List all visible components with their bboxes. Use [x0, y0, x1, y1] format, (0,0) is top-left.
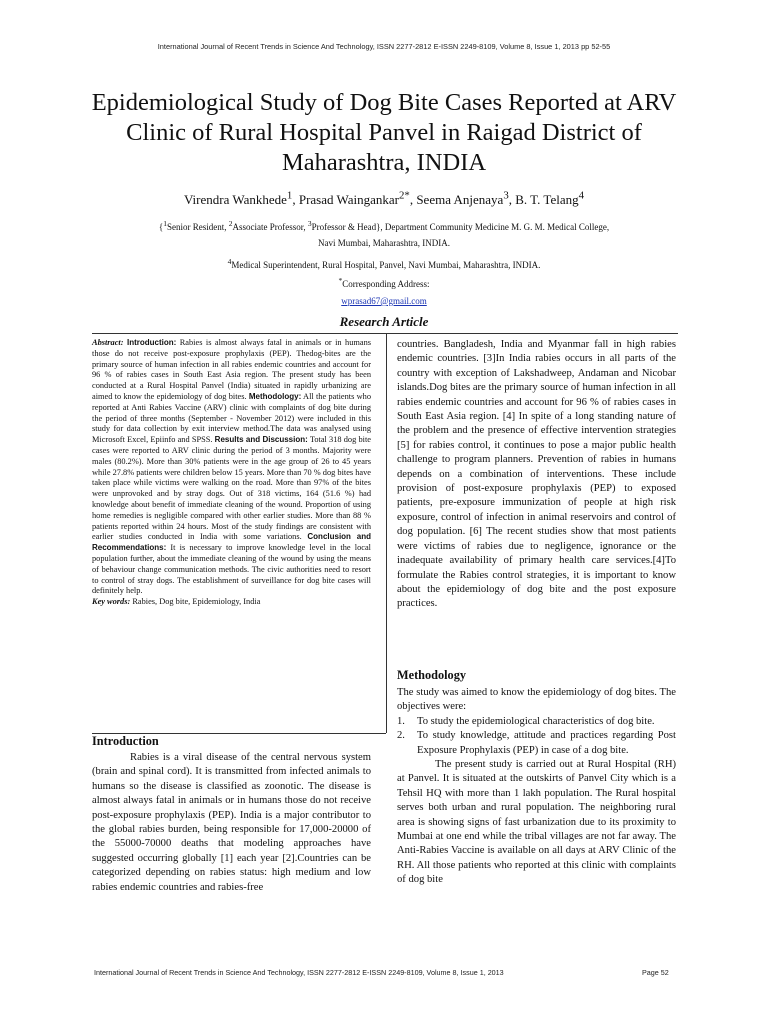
email-link[interactable]: wprasad67@gmail.com: [341, 296, 427, 306]
keywords-text: Rabies, Dog bite, Epidemiology, India: [130, 597, 261, 607]
abstract-results-head: Results and Discussion:: [214, 435, 308, 445]
objective-text: To study knowledge, attitude and practices regarding Post Exposure Prophylaxis (PEP) in case of a dog bite.: [417, 730, 676, 756]
affiliation-line-1: {$^1$Senior Resident, $^2$Associate Professor, $^3$Professor & Head}, Department Community Medicine M. G. M. Medical College,: [158, 219, 610, 232]
abstract-results-text: Total 318 dog bite cases were reported to ARV clinic during the period of 3 months. Majority were males (80.2%). More than 30% patients were in the age group of 26 to 45 years while 27.8% patients were children below 15 years. More than 70 % dog bites have taken place while victims were walking on the road. More than 97% of the bites were unprovoked and by stray dogs. Out of 318 victims, 164 (51.6 %) had knowledge about benefit of immediate cleaning of the wound. Proportion of using home remedies is negligible compared with other earlier studies. More than 88 % patients reported within 24 hours. Most of the study findings are consistent with earlier studies conducted in India with some variations.: [92, 435, 371, 542]
methodology-heading: Methodology: [397, 668, 466, 682]
abstract-conclusion-head: Conclusion and Recommendations:: [92, 532, 371, 553]
methodology-paragraph-1: The present study is carried out at Rural Hospital (RH) at Panvel. It is situated at the outskirts of Panvel City which is a Tehsil HQ with more than 1 lakh population. The Rural hospital serves both urban and rural population. The neighboring rural area is showing signs of fast urbanization due to its proximity to Mumbai at one end while the tribal villages are not far away. The Anti-Rabies Vaccine is available on all days at ARV Clinic of the RH. All those patients who reported at this clinic with complaints of dog bite: [397, 759, 676, 886]
introduction-paragraph-2: countries. Bangladesh, India and Myanmar fall in high rabies endemic countries. [3]In India rabies occurs in all parts of the country with exception of Lakshadweep, Andaman and Nicobar islands.Dog bites are the primary source of human infection in all rabies endemic countries and account for 96 % of rabies cases in South East Asia region. [4] In spite of a long standing nature of the problem and the presence of effective intervention strategies [5] for rabies control, it continues to pose a major public health challenge to program planners. Prevention of rabies in humans depends on a combination of interventions. These include provision of post-exposure prophylaxis (PEP) to exposed patients, pre-exposure immunization of people at high risk exposure, control of infection in animal reservoirs and control of dog population. [6] The recent studies show that most patients were victims of rabies due to negligence, ignorance or the inadequate availability of primary health care services.[4]To formulate the Rabies control strategies, it is important to know about the epidemiology of dog bite and the post exposure practices.: [397, 339, 676, 610]
keywords: [92, 597, 371, 608]
footer-citation: International Journal of Recent Trends in Science And Technology, ISSN 2277-2812 E-ISSN 2249-8109, Volume 8, Issue 1, 2013: [94, 968, 504, 977]
objective-number: 2.: [397, 730, 405, 742]
author-3: Seema Anjenaya$^3$,: [416, 190, 516, 208]
methodology-intro: The study was aimed to know the epidemiology of dog bites. The objectives were:: [397, 687, 676, 713]
author-list: [0, 190, 768, 208]
abstract-label: Abstract:: [92, 338, 124, 347]
introduction-body: [92, 751, 371, 895]
objective-item: [397, 715, 676, 729]
author-4: B. T. Telang$^4$: [515, 190, 585, 208]
abstract-intro-head: Introduction:: [126, 338, 177, 347]
introduction-paragraph-1: Rabies is a viral disease of the central nervous system (brain and spinal cord). It is transmitted from infected animals to humans so the disease is classified as zoonotic. The disease is almost always fatal in animals or in humans those do not receive post-exposure prophylaxis (PEP). India is a major contributor to the global rabies burden, being responsible for 17,000-20000 of the 55000-70000 deaths that modeling approaches have suggested occurring globally [1] each year [2].Countries can be categorized depending on rabies status: high medium and low rabies endemic countries and rabies-free: [92, 752, 371, 893]
article-type: Research Article: [339, 314, 429, 329]
author-2: Prasad Waingankar$^{2*}$,: [298, 190, 417, 208]
keywords-label: Key words:: [92, 597, 131, 607]
abstract-intro-text: Rabies is almost always fatal in animals or in humans those do not receive post-exposure prophylaxis (PEP). Thedog-bites are the primary source of human infection in all rabies endemic countries and account for 96 % of rabies cases in South East Asia region. The present study has been conducted at a Rural Hospital Panvel (India) situated in rapidly urbanizing are aimed to know the epidemiology of dog bites.: [92, 338, 371, 401]
affiliation-line-2: Navi Mumbai, Maharashtra, INDIA.: [318, 238, 450, 248]
column-divider: [386, 333, 387, 733]
objective-number: 1.: [397, 715, 405, 727]
divider-top: [92, 333, 678, 334]
affiliation-line-3: $^4$Medical Superintendent, Rural Hospital, Panvel, Navi Mumbai, Maharashtra, INDIA.: [227, 257, 541, 270]
abstract: [92, 338, 371, 608]
abstract-conclusion-text: It is necessary to improve knowledge level in the local population further, about the immediate cleaning of the wound by using the means of behaviour change communication methods. The civic authorities need to resort to control of stray dogs. The establishment of surveillance for dog bite cases will definitely help.: [92, 543, 371, 596]
objective-item: [397, 729, 676, 758]
introduction-continued: [397, 338, 676, 612]
abstract-method-head: Methodology:: [248, 391, 302, 401]
paper-title: Epidemiological Study of Dog Bite Cases Reported at ARV Clinic of Rural Hospital Panvel in Raigad District of Maharashtra, INDIA: [91, 89, 677, 176]
objective-text: To study the epidemiological characteristics of dog bite.: [417, 715, 655, 727]
page-number: Page 52: [642, 968, 669, 977]
abstract-method-text: All the patients who reported at Anti Rabies Vaccine (ARV) clinic with complaints of dog bite during the period of three months (September - November 2012) were included in this study for data collection by exit interview method.The data was analysed using Microsoft Excel, Epiinfo and SPSS.: [92, 391, 371, 445]
methodology-body: [397, 686, 676, 888]
introduction-heading: Introduction: [92, 734, 159, 748]
author-1: Virendra Wankhede$^1$,: [183, 190, 299, 208]
running-header: International Journal of Recent Trends in Science And Technology, ISSN 2277-2812 E-ISSN 2249-8109, Volume 8, Issue 1, 2013 pp 52-55: [157, 42, 611, 51]
corresponding-address: *Corresponding Address:: [338, 276, 430, 289]
